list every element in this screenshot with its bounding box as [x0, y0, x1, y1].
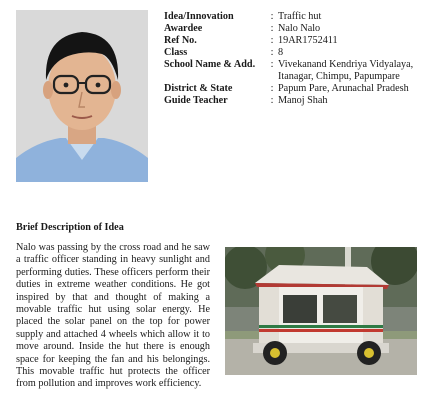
- separator: :: [270, 59, 274, 70]
- traffic-hut-photo: [225, 247, 417, 375]
- awardee-photo: [16, 10, 148, 182]
- separator: :: [270, 95, 274, 106]
- idea-value: Traffic hut: [278, 11, 322, 22]
- guide-value: Manoj Shah: [278, 95, 328, 106]
- profile-row-school: [164, 59, 444, 83]
- idea-label: Idea/Innovation: [164, 11, 234, 22]
- district-value: Papum Pare, Arunachal Pradesh: [278, 83, 409, 94]
- separator: :: [270, 11, 274, 22]
- class-value: 8: [278, 47, 284, 58]
- guide-label: Guide Teacher: [164, 95, 228, 106]
- profile-row-awardee: [164, 23, 444, 35]
- school-value: Vivekanand Kendriya Vidyalaya, Itanagar, Chimpu, Papumpare: [278, 59, 414, 82]
- awardee-label: Awardee: [164, 23, 203, 34]
- separator: :: [270, 35, 274, 46]
- profile-row-idea: [164, 11, 444, 23]
- profile-row-guide: [164, 95, 444, 107]
- profile-table: [164, 11, 444, 107]
- separator: :: [270, 47, 274, 58]
- school-label: School Name & Add.: [164, 59, 256, 70]
- class-label: Class: [164, 47, 188, 58]
- awardee-value: Nalo Nalo: [278, 23, 321, 34]
- profile-row-class: [164, 47, 444, 59]
- ref-label: Ref No.: [164, 35, 197, 46]
- profile-row-district: [164, 83, 444, 95]
- section-heading: Brief Description of Idea: [16, 222, 124, 233]
- profile-row-ref: [164, 35, 444, 47]
- district-label: District & State: [164, 83, 233, 94]
- ref-value: 19AR1752411: [278, 35, 338, 46]
- description-text: Nalo was passing by the cross road and he saw a traffic officer standing in heavy sunlight and performing duties. These officers perform their duties in extreme weather conditions. He got inspired by that and thought of making a movable traffic hut using solar energy. He placed the solar panel on the top for power supply and attached 4 wheels which allow it to move around. Inside the hut there is enough space for keeping the fan and his belongings. This movable traffic hut protects the officer from pollution and improves work efficiency.: [16, 242, 210, 390]
- separator: :: [270, 23, 274, 34]
- separator: :: [270, 83, 274, 94]
